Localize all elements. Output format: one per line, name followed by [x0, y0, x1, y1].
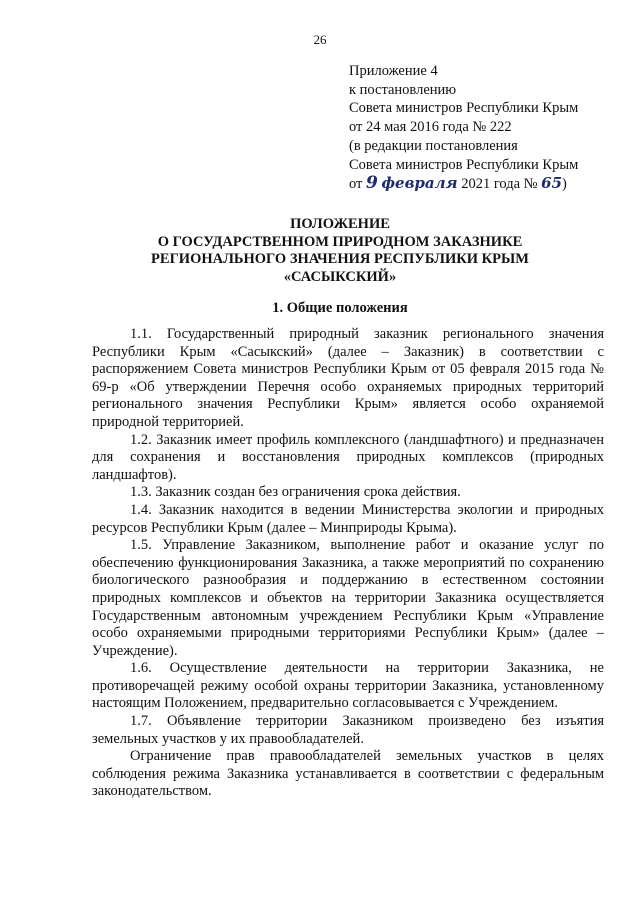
- annex-date-line: [349, 174, 629, 194]
- paragraph: 1.2. Заказник имеет профиль комплексного (ландшафтного) и предназначен для сохранения и восстановления природных комплексов (природных ландшафтов).: [92, 431, 604, 483]
- paragraph: Ограничение прав правообладателей земельных участков в целях соблюдения режима Заказника устанавливается в соответствии с федеральным законодательством.: [92, 748, 604, 800]
- title-line: РЕГИОНАЛЬНОГО ЗНАЧЕНИЯ РЕСПУБЛИКИ КРЫМ: [151, 251, 529, 267]
- annex-close: ): [562, 176, 567, 193]
- paragraph: 1.5. Управление Заказником, выполнение работ и оказание услуг по обеспечению функционирования Заказника, а также мероприятий по сохранению биологического разнообразия и поддержанию в естественном состоянии природных комплексов и объектов на территории Заказника осуществляется Государственным автономным учреждением Республики Крым «Управление особо охраняемыми природными территориями Республики Крым» (далее – Учреждение).: [92, 537, 604, 659]
- annex-line: (в редакции постановления: [349, 137, 518, 154]
- paragraph: 1.1. Государственный природный заказник регионального значения Республики Крым «Сасыкский» (далее – Заказник) в соответствии с распоряжением Совета министров Республики Крым от 05 февраля 2015 года № 69-р «Об утверждении Перечня особо охраняемых природных территорий регионального значения Республики Крым» является особо охраняемой природной территорией.: [92, 326, 604, 430]
- paragraph: 1.7. Объявление территории Заказником произведено без изъятия земельных участков у их правообладателей.: [92, 713, 604, 747]
- title-line: О ГОСУДАРСТВЕННОМ ПРИРОДНОМ ЗАКАЗНИКЕ: [157, 233, 523, 250]
- annex-year: 2021 года №: [461, 176, 538, 193]
- handwritten-day: 9: [366, 173, 378, 194]
- annex-line: Совета министров Республики Крым: [349, 156, 579, 173]
- title-line: «САСЫКСКИЙ»: [283, 268, 397, 285]
- section-heading: 1. Общие положения: [272, 300, 408, 316]
- annex-line: Совета министров Республики Крым: [349, 100, 579, 117]
- document-body: [92, 326, 604, 801]
- title-line: ПОЛОЖЕНИЕ: [290, 216, 390, 232]
- paragraph: 1.6. Осуществление деятельности на территории Заказника, не противоречащей режиму особой охраны территории Заказника, установленному настоящим Положением, предварительно согласовывается с Учреждением.: [92, 660, 604, 712]
- page-number: 26: [313, 32, 327, 47]
- paragraph: 1.4. Заказник находится в ведении Министерства экологии и природных ресурсов Республики Крым (далее – Минприроды Крыма).: [92, 501, 604, 536]
- annex-from: от: [349, 176, 363, 193]
- annex-line: Приложение 4: [349, 63, 438, 79]
- annex-line: к постановлению: [349, 81, 457, 98]
- paragraph: 1.3. Заказник создан без ограничения срока действия.: [130, 484, 461, 501]
- annex-line: от 24 мая 2016 года № 222: [349, 119, 512, 136]
- annex-block: [349, 62, 629, 194]
- handwritten-month: февраля: [381, 174, 458, 193]
- handwritten-number: 65: [541, 174, 563, 193]
- document-title: [60, 216, 620, 286]
